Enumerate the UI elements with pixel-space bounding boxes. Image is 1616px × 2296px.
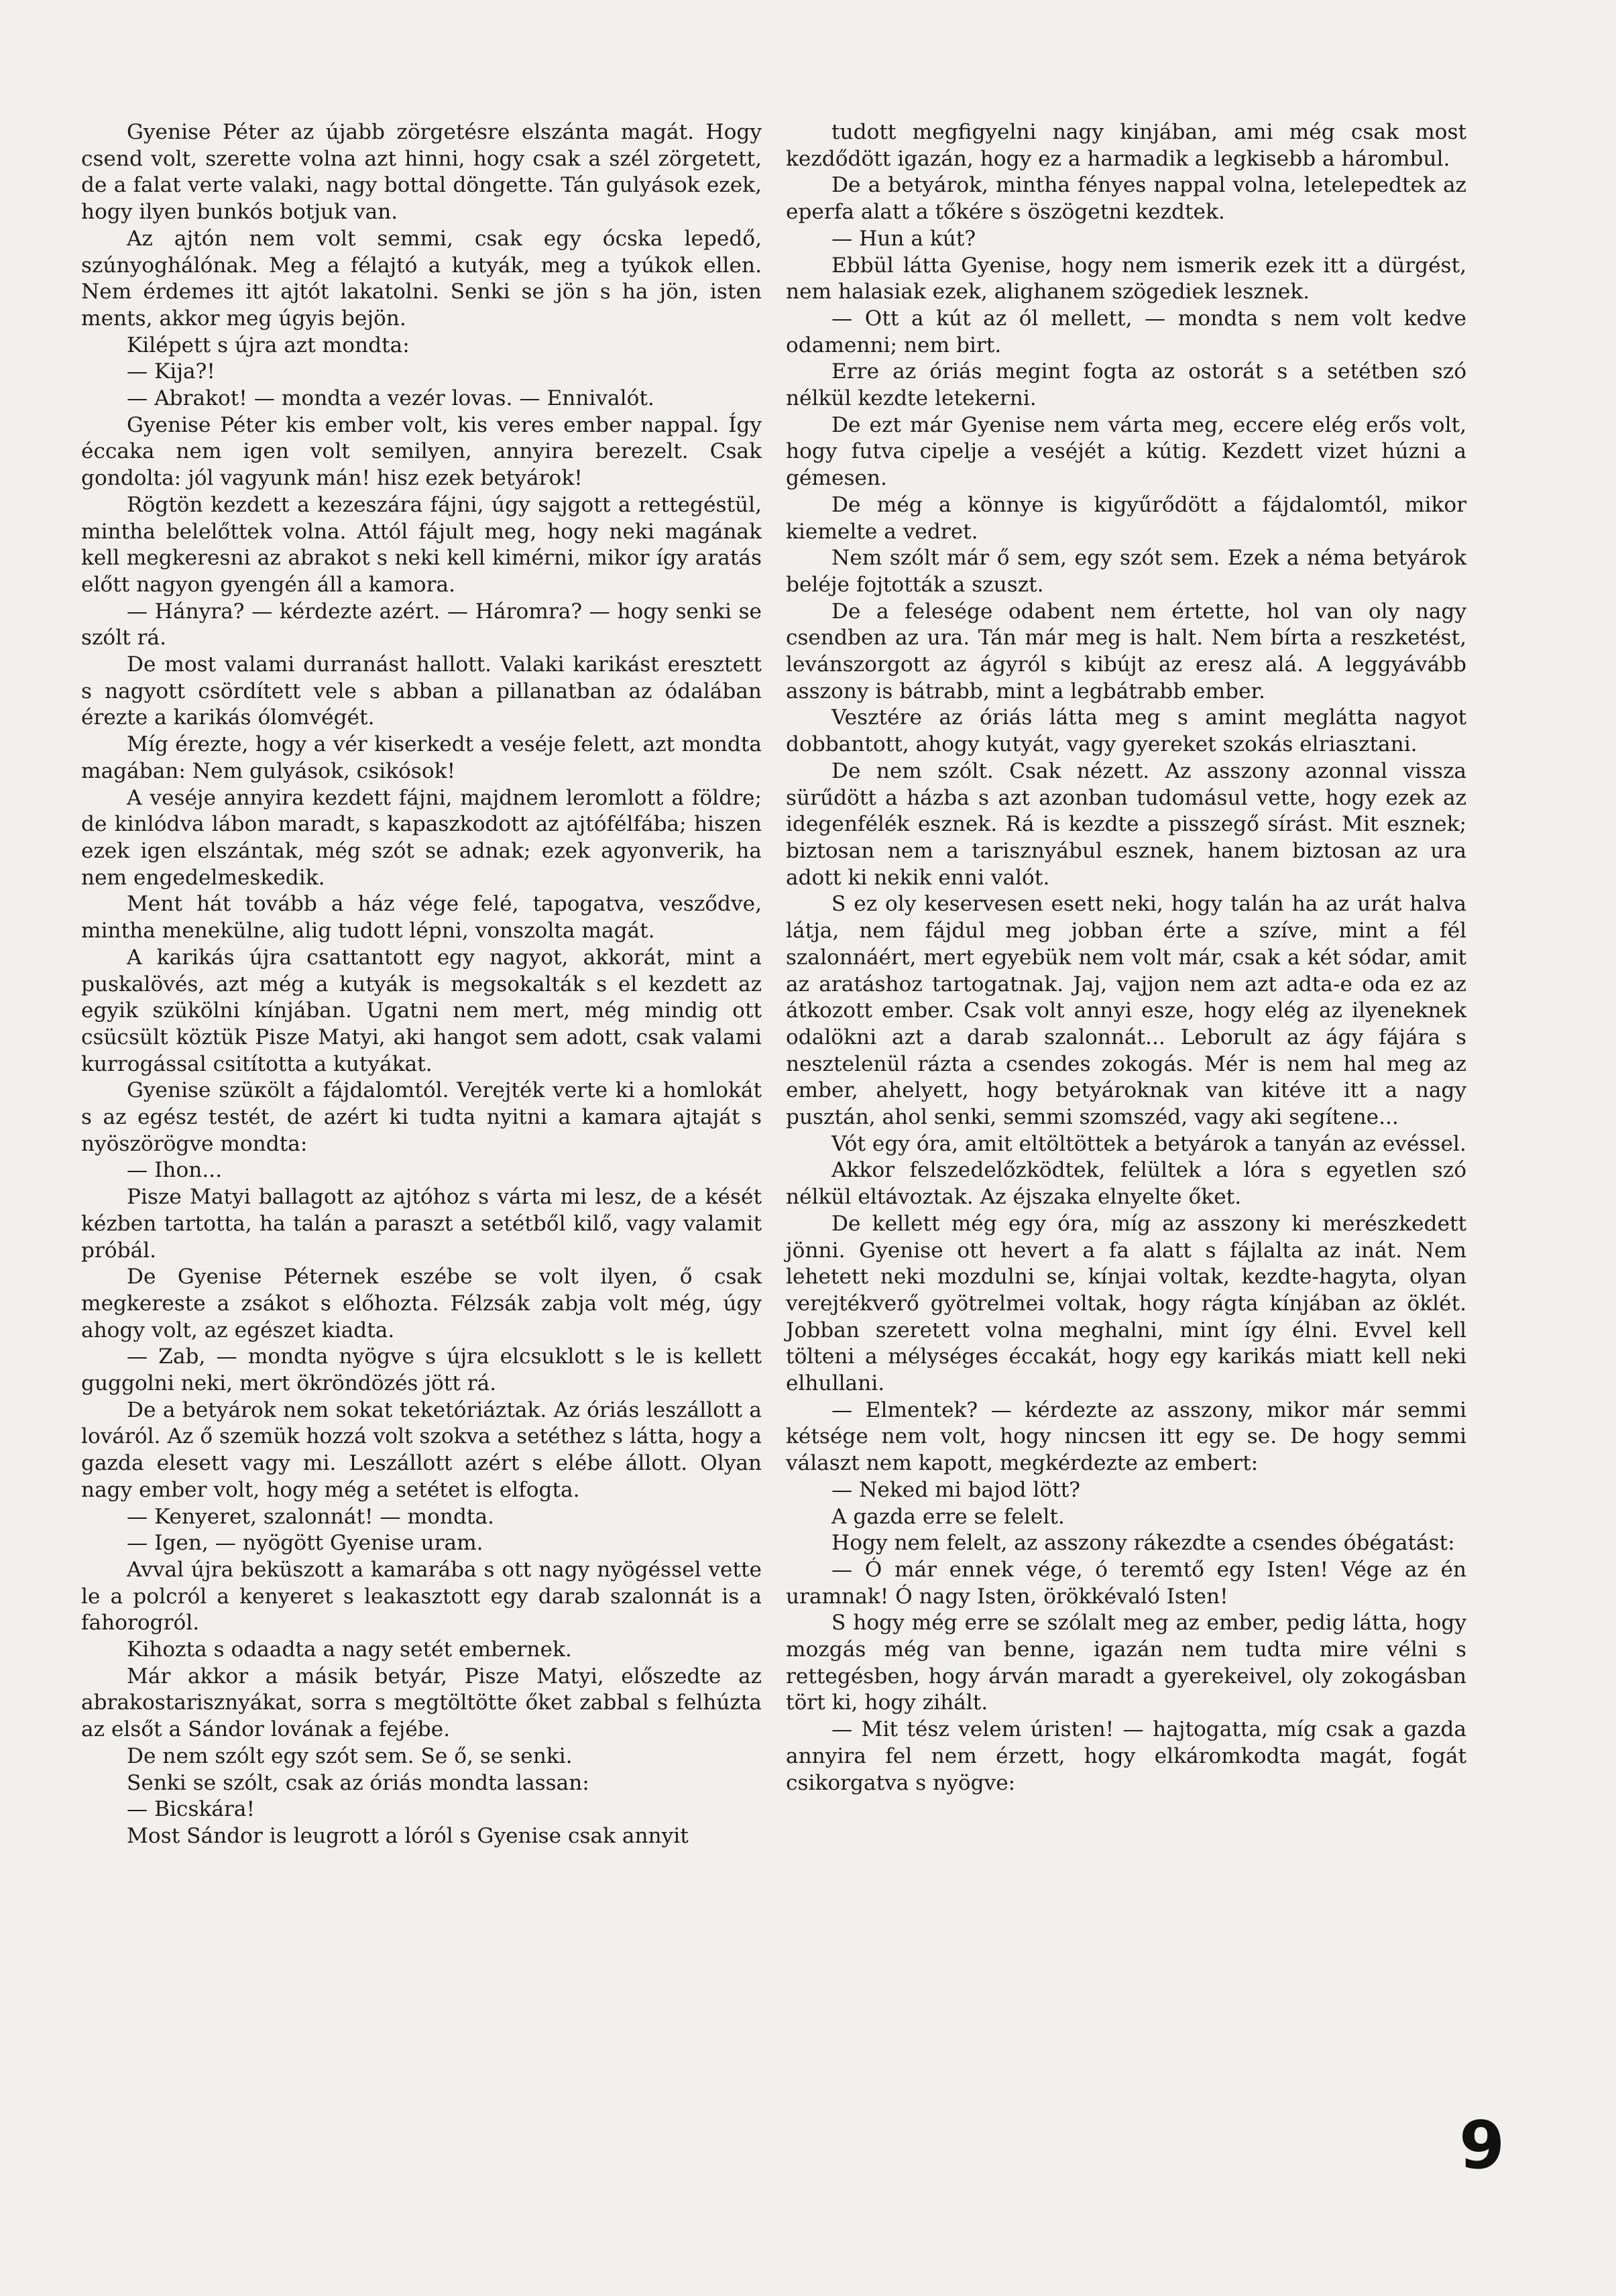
paragraph: tudott megfigyelni nagy kinjában, ami még csak most kezdődött igazán, hogy ez a harmadik a legkisebb a hárombul. — [786, 120, 1466, 171]
paragraph: Hogy nem felelt, az asszony rákezdte a csendes óbégatást: — [831, 1531, 1455, 1556]
paragraph: — Elmentek? — kérdezte az asszony, mikor már semmi kétsége nem volt, hogy nincsen itt egy se. De hogy semmi választ nem kapott, megkérdezte az embert: — [786, 1397, 1466, 1476]
paragraph: Avval újra beküszott a kamarába s ott nagy nyögéssel vette le a polcról a kenyeret s leakasztott egy darab szalonnát is a fahorogról. — [81, 1557, 762, 1635]
right-text-column — [786, 119, 1466, 1796]
paragraph: Senki se szólt, csak az óriás mondta lassan: — [127, 1770, 589, 1795]
paragraph: — Bicskára! — [127, 1797, 255, 1822]
paragraph: De a betyárok, mintha fényes nappal volna, letelepedtek az eperfa alatt a tőkére s öszögetni kezdtek. — [786, 173, 1466, 225]
paragraph: Vót egy óra, amit eltöltöttek a betyárok a tanyán az evéssel. — [831, 1131, 1466, 1156]
paragraph: Gyenise Péter kis ember volt, kis veres ember nappal. Így éccaka nem igen volt semilyen, annyira berezelt. Csak gondolta: jól vagyunk mán! hisz ezek betyárok! — [81, 412, 762, 491]
paragraph: Nem szólt már ő sem, egy szót sem. Ezek a néma betyárok beléje fojtották a szuszt. — [786, 546, 1466, 597]
paragraph: — Mit tész velem úristen! — hajtogatta, míg csak a gazda annyira fel nem érzett, hogy elkáromkodta magát, fogát csikorgatva s nyögve: — [786, 1717, 1466, 1795]
paragraph: Ebbül látta Gyenise, hogy nem ismerik ezek itt a dürgést, nem halasiak ezek, alighanem szögediek lesznek. — [786, 253, 1466, 304]
paragraph: De még a könnye is kigyűrődött a fájdalomtól, mikor kiemelte a vedret. — [786, 492, 1466, 544]
paragraph: A karikás újra csattantott egy nagyot, akkorát, mint a puskalövés, azt még a kutyák is megsokalták s el kezdett az egyik szükölni kínjában. Ugatni nem mert, még mindig ott csücsült köztük Pisze Matyi, aki hangot sem adott, csak valami kurrogással csitította a kutyákat. — [81, 945, 762, 1076]
paragraph: Ment hát tovább a ház vége felé, tapogatva, vesződve, mintha menekülne, alig tudott lépni, vonszolta magát. — [81, 892, 762, 943]
paragraph: A veséje annyira kezdett fájni, majdnem leromlott a földre; de kinlódva lábon maradt, s kapaszkodott az ajtófélfába; hiszen ezek igen elszántak, még szót se adnak; ezek agyonverik, ha nem engedelmeskedik. — [81, 785, 762, 890]
paragraph: De nem szólt egy szót sem. Se ő, se senki. — [127, 1743, 573, 1768]
paragraph: Erre az óriás megint fogta az ostorát s a setétben szó nélkül kezdte letekerni. — [786, 359, 1466, 411]
paragraph: Pisze Matyi ballagott az ajtóhoz s várta mi lesz, de a kését kézben tartotta, ha talán a paraszt a setétből kilő, vagy valamit próbál. — [81, 1185, 762, 1263]
paragraph: Gyenise szüкölt a fájdalomtól. Verejték verte ki a homlokát s az egész testét, de azért ki tudta nyitni a kamara ajtaját s nyöszörögve mondta: — [81, 1078, 762, 1156]
paragraph: Míg érezte, hogy a vér kiserkedt a veséje felett, azt mondta magában: Nem gulyások, csikósok! — [81, 732, 762, 783]
paragraph: De kellett még egy óra, míg az asszony ki merészkedett jönni. Gyenise ott hevert a fa alatt s fájlalta az inát. Nem lehetett neki mozdulni se, kínjai voltak, kezdte-hagyta, olyan verejtékverő gyötrelmei voltak, hogy rágta kínjában az öklét. Jobban szeretett volna meghalni, mint így élni. Evvel kell tölteni a mélységes éccakát, hogy egy karikás miatt kell neki elhullani. — [786, 1211, 1466, 1396]
paragraph: Kihozta s odaadta a nagy setét embernek. — [127, 1638, 572, 1662]
paragraph: A gazda erre se felelt. — [831, 1504, 1065, 1529]
paragraph: De a felesége odabent nem értette, hol van oly nagy csendben az ura. Tán már meg is halt. Nem bírta a reszketést, levánszorgott az ágyról s kibújt az eresz alá. A leggyávább asszony is bátrabb, mint a legbátrabb ember. — [786, 599, 1466, 703]
paragraph: Vesztére az óriás látta meg s amint meglátta nagyot dobbantott, ahogy kutyát, vagy gyereket szokás elriasztani. — [786, 705, 1466, 757]
paragraph: Kilépett s újra azt mondta: — [127, 333, 410, 357]
paragraph: Akkor felszedelőzködtek, felültek a lóra s egyetlen szó nélkül eltávoztak. Az éjszaka elnyelte őket. — [786, 1158, 1466, 1210]
paragraph: — Kenyeret, szalonnát! — mondta. — [127, 1504, 494, 1529]
paragraph: — Igen, — nyögött Gyenise uram. — [127, 1531, 483, 1556]
paragraph: — Ó már ennek vége, ó teremtő egy Isten! Vége az én uramnak! Ó nagy Isten, örökkévaló Isten! — [786, 1557, 1466, 1609]
paragraph: — Neked mi bajod lött? — [831, 1477, 1080, 1502]
paragraph: — Ott a kút az ól mellett, — mondta s nem volt kedve odamenni; nem birt. — [786, 306, 1466, 357]
paragraph: Gyenise Péter az újabb zörgetésre elszánta magát. Hogy csend volt, szerette volna azt hinni, hogy csak a szél zörgetett, de a falat verte valaki, nagy bottal döngette. Tán gulyások ezek, hogy ilyen bunkós botjuk van. — [81, 120, 762, 225]
paragraph: — Abrakot! — mondta a vezér lovas. — Ennivalót. — [127, 386, 654, 411]
paragraph: Az ajtón nem volt semmi, csak egy ócska lepedő, szúnyoghálónak. Meg a félajtó a kutyák, meg a tyúkok ellen. Nem érdemes itt ajtót lakatolni. Senki se jön s ha jön, isten ments, akkor meg úgyis bejön. — [81, 226, 762, 331]
paragraph: De most valami durranást hallott. Valaki karikást eresztett s nagyott csördített vele s abban a pillanatban az ódalában érezte a karikás ólomvégét. — [81, 652, 762, 730]
paragraph: — Hányra? — kérdezte azért. — Háromra? — hogy senki se szólt rá. — [81, 599, 762, 650]
paragraph: De a betyárok nem sokat teketóriáztak. Az óriás leszállott a lováról. Az ő szemük hozzá volt szokva a setéthez s látta, hogy a gazda elesett vagy mi. Leszállott azért s elébe állott. Olyan nagy ember volt, hogy még a setétet is elfogta. — [81, 1397, 762, 1502]
paragraph: De ezt már Gyenise nem várta meg, eccere elég erős volt, hogy futva cipelje a veséjét a kútig. Kezdett vizet húzni a gémesen. — [786, 412, 1466, 491]
paragraph: — Hun a kút? — [831, 226, 976, 251]
paragraph: Most Sándor is leugrott a lóról s Gyenise csak annyit — [127, 1824, 689, 1848]
paragraph: Már akkor a másik betyár, Pisze Matyi, előszedte az abrakostarisznyákat, sorra s megtöltötte őket zabbal s felhúzta az elsőt a Sándor lovának a fejébe. — [81, 1664, 762, 1742]
paragraph: — Ihon... — [127, 1158, 223, 1183]
paragraph: — Zab, — mondta nyögve s újra elcsuklott s le is kellett guggolni neki, mert ökröndözés jött rá. — [81, 1344, 762, 1396]
paragraph: De Gyenise Péternek eszébe se volt ilyen, ő csak megkereste a zsákot s előhozta. Félzsák zabja volt még, úgy ahogy volt, az egészet kiadta. — [81, 1265, 762, 1342]
paragraph: Rögtön kezdett a kezeszára fájni, úgy sajgott a rettegéstül, mintha belelőttek volna. Attól fájult meg, hogy neki magának kell megkeresni az abrakot s neki kell kimérni, mikor így aratás előtt nagyon gyengén áll a kamora. — [81, 492, 762, 597]
page-number: 9 — [1459, 2108, 1505, 2184]
left-text-column — [81, 119, 762, 1850]
paragraph: De nem szólt. Csak nézett. Az asszony azonnal vissza sürűdött a házba s azt azonban tudomásul vette, hogy ezek az idegenfélék esznek. Rá is kezdte a pisszegő sírást. Mit esznek; biztosan nem a tarisznyábul esznek, hanem biztosan az ura adott ki nekik enni valót. — [786, 758, 1466, 890]
paragraph: S hogy még erre se szólalt meg az ember, pedig látta, hogy mozgás még van benne, igazán nem tudta mire vélni s rettegésben, hogy árván maradt a gyerekeivel, oly zokogásban tört ki, hogy zihált. — [786, 1611, 1466, 1715]
paragraph: S ez oly keservesen esett neki, hogy talán ha az urát halva látja, nem fájdul meg jobban érte a szíve, mint a fél szalonnáért, mert egyebük nem volt már, csak a két sódar, amit az aratáshoz tartogatnak. Jaj, vajjon nem azt adta-e oda ez az átkozott ember. Csak volt annyi esze, hogy elég az ilyeneknek odalökni azt a darab szalonnát... Leborult az ágy fájára s nesztelenül rázta a csendes zokogás. Mér is nem hal meg az ember, ahelyett, hogy betyároknak van kitéve itt a nagy pusztán, ahol senki, semmi szomszéd, vagy aki segítene... — [786, 892, 1466, 1130]
paragraph: — Kija?! — [127, 359, 215, 384]
